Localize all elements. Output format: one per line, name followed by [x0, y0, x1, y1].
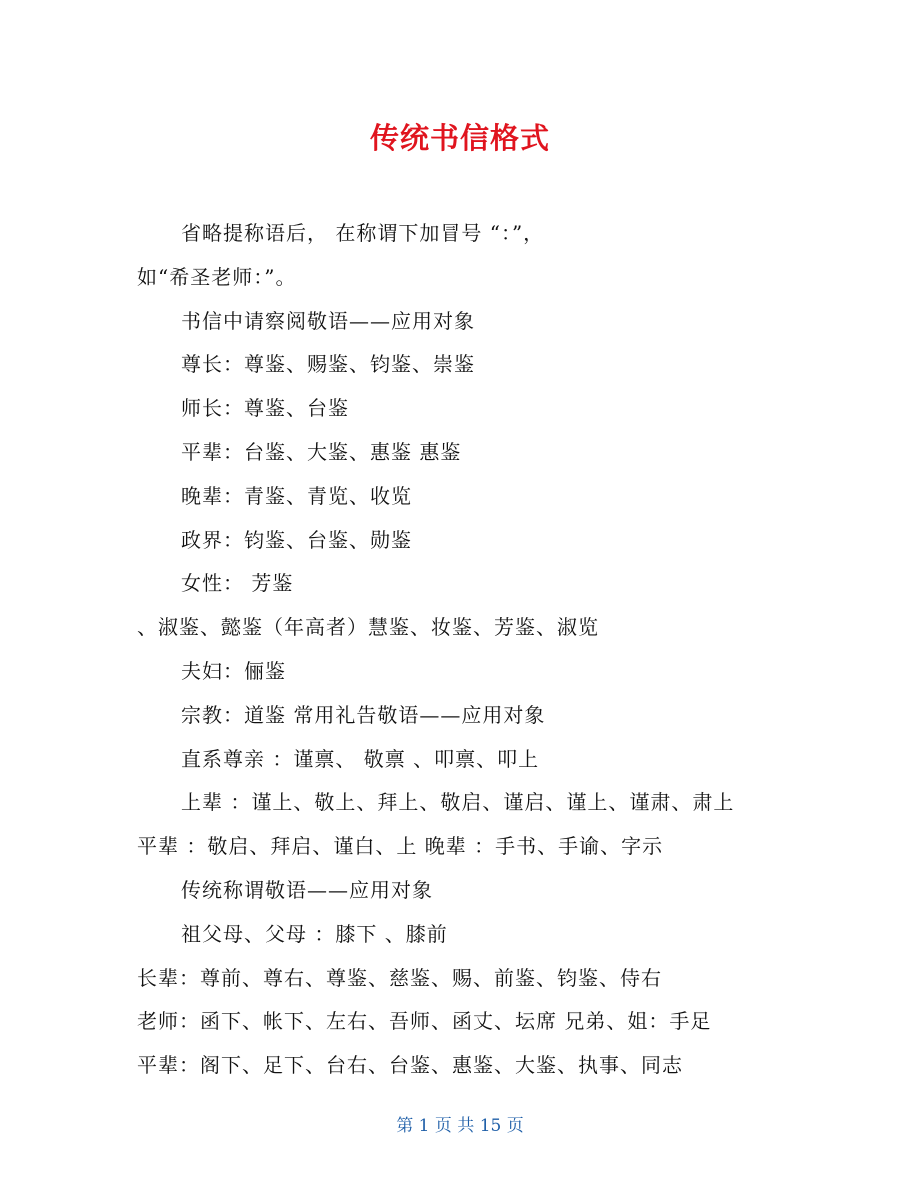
text-line: 祖父母、父母 ：膝下 、膝前 — [181, 921, 448, 946]
text-line: 直系尊亲 ：谨禀、 敬禀 、叩禀、叩上 — [181, 746, 540, 771]
text-line: 老师：函下、帐下、左右、吾师、函丈、坛席 兄弟、姐：手足 — [137, 1009, 712, 1034]
text-line: 夫妇：俪鉴 — [181, 658, 286, 683]
text-line: 平辈：台鉴、大鉴、惠鉴 惠鉴 — [181, 439, 462, 464]
page-footer: 第 1 页 共 15 页 — [396, 1116, 524, 1136]
text-line: 尊长：尊鉴、赐鉴、钧鉴、崇鉴 — [181, 352, 475, 377]
text-line: 平辈 ：敬启、拜启、谨白、上 晚辈 ：手书、手谕、字示 — [137, 834, 664, 859]
text-line: 书信中请察阅敬语——应用对象 — [181, 308, 475, 333]
text-line: 长辈：尊前、尊右、尊鉴、慈鉴、赐、前鉴、钧鉴、侍右 — [137, 965, 662, 990]
text-line: 女性： 芳鉴 — [181, 571, 294, 596]
text-line: 如“希圣老师：”。 — [137, 264, 297, 289]
text-line: 、淑鉴、懿鉴（年高者）慧鉴、妆鉴、芳鉴、淑览 — [137, 615, 599, 640]
text-line: 晚辈：青鉴、青览、收览 — [181, 483, 412, 508]
text-line: 省略提称语后， 在称谓下加冒号 “：”， — [181, 221, 545, 245]
document-body — [137, 212, 797, 1088]
text-line: 师长：尊鉴、台鉴 — [181, 396, 349, 421]
page-title: 传统书信格式 — [369, 121, 550, 155]
text-line: 上辈 ：谨上、敬上、拜上、敬启、谨启、谨上、谨肃、肃上 — [181, 790, 735, 815]
text-line: 平辈：阁下、足下、台右、台鉴、惠鉴、大鉴、执事、同志 — [137, 1053, 683, 1078]
text-line: 政界：钧鉴、台鉴、勋鉴 — [181, 527, 412, 552]
text-line: 宗教：道鉴 常用礼告敬语——应用对象 — [181, 702, 546, 727]
text-line: 传统称谓敬语——应用对象 — [181, 877, 433, 902]
